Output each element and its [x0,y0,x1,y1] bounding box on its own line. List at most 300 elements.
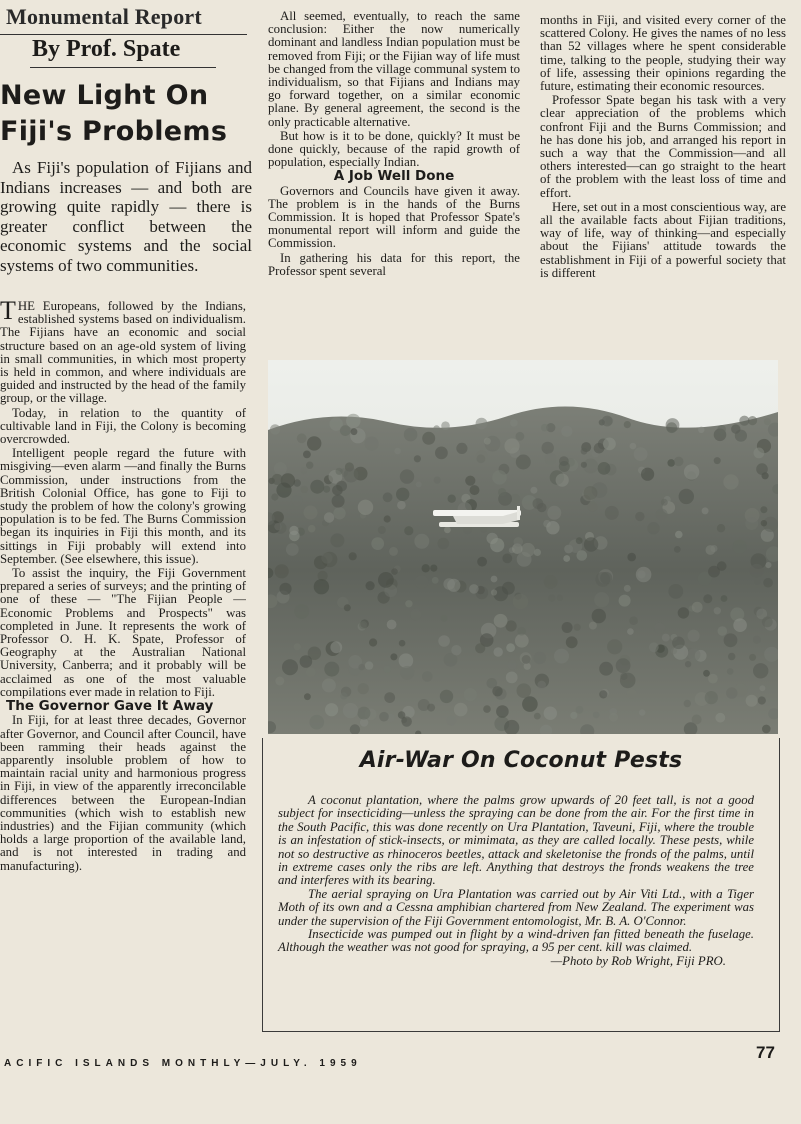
palm-crown [521,543,535,557]
palm-crown [668,584,683,599]
palm-crown [679,489,694,504]
page-number: 77 [756,1043,775,1062]
palm-crown [641,468,654,481]
palm-crown [576,706,584,714]
palm-crown [415,575,428,588]
palm-crown [340,425,351,436]
palm-crown [672,637,685,650]
palm-crown [384,692,395,703]
palm-crown [301,467,308,474]
palm-crown [684,700,691,707]
palm-crown [390,653,397,660]
palm-crown [576,537,583,544]
palm-crown [301,486,309,494]
palm-crown [733,540,747,554]
palm-crown [602,416,613,427]
column-2-paragraph: All seemed, eventually, to reach the same conclusion: Either the now numerically dominant and landless Indian population must be removed from Fiji; or the Fijian way of life must be changed from the village communal system to individualism, so that Fijians and Indians may go forward together, on a similar economic plane. By general agreement, the second is the only practicable alternative. [268,10,520,129]
palm-crown [330,533,344,547]
palm-crown [465,476,475,486]
palm-crown [705,691,718,704]
palm-crown [384,515,391,522]
palm-crown [477,557,487,567]
palm-crown [715,713,725,723]
palm-crown [330,641,342,653]
palm-crown [448,495,456,503]
palm-crown [607,639,622,654]
palm-crown [307,436,321,450]
palm-crown [636,567,652,583]
palm-crown [270,424,280,434]
column-1-paragraph: Intelligent people regard the future with misgiving—even alarm —and finally the Burns Commission, under instructions from the British Colonial Office, has gone to Fiji to study the problem of how the colony's growing population is to be fed. The Burns Commission began its inquiries in Fiji this month, and its sittings in Fiji probably will extend into September. (See elsewhere, this issue). [0,446,246,566]
palm-crown [306,462,313,469]
palm-crown [624,421,631,428]
byline-rule [30,67,216,68]
palm-crown [605,506,619,520]
palm-crown [396,488,409,501]
palm-crown [333,507,345,519]
palm-crown [516,432,525,441]
palm-crown [517,683,532,698]
palm-crown [416,482,422,488]
palm-crown [346,414,360,428]
palm-crown [723,474,738,489]
palm-crown [629,616,638,625]
column-3-paragraph: Here, set out in a most conscientious way, are all the available facts about Fijian traditions, way of life, way of thinking—and especially about the Fijians' attitude towards the establishment in Fiji of a powerful society that is different [540,199,786,280]
palm-crown [344,468,359,483]
palm-crown [616,658,631,673]
photo-caption [278,794,754,968]
palm-crown [357,707,370,720]
palm-crown [389,547,398,556]
palm-crown [325,703,338,716]
palm-crown [746,695,758,707]
palm-crown [759,685,765,691]
column-1-paragraph-text: HE Europeans, followed by the Indians, established systems based on individualism. The Fijians have an economic and social structure based on an age-old system of living in small communities, in which most property is held in common, and where individuals are guided and instructed by the head of the family group, or the village. [0,300,246,406]
palm-crown [358,683,369,694]
palm-crown [475,643,485,653]
palm-crown [688,630,700,642]
palm-crown [422,564,430,572]
column-1 [0,300,246,1046]
palm-crown [379,712,389,722]
palm-crown [447,579,460,592]
palm-crown [513,594,529,610]
palm-crown [533,498,544,509]
palm-crown [561,426,572,437]
palm-crown [441,615,448,622]
column-3 [540,14,786,352]
palm-crown [303,451,311,459]
palm-crown [547,506,561,520]
column-2-paragraph: Governors and Councils have given it away. The problem is in the hands of the Burns Commission. It is hoped that Professor Spate's monumental report will inform and guide the Commission. [268,183,520,251]
palm-crown [300,655,313,668]
palm-crown [735,430,747,442]
caption-paragraph: A coconut plantation, where the palms grow upwards of 20 feet tall, is not a good subject for insecticiding—unless the spraying can be done from the air. For the first time in the South Pacific, this was done recently on Ura Plantation, Taveuni, Fiji, where the trouble is an infestation of stick-insects, or mimimata, as they are called locally. These pests, while not so destructive as rhinoceros beetles, attack and skeletonise the fronds of the palms, until in extreme cases only the ribs are left. Anything that destroys the fronds weakens the tree and interferes with its bearing. [278,793,754,888]
palm-crown [422,432,435,445]
palm-crown [383,492,393,502]
palm-crown [726,687,737,698]
palm-crown [654,623,665,634]
palm-crown [674,546,681,553]
palm-crown [515,634,529,648]
palm-crown [405,600,412,607]
palm-crown [727,668,734,675]
palm-crown [433,425,440,432]
palm-crown [292,495,303,506]
palm-crown [378,572,394,588]
palm-crown [494,647,503,656]
palm-crown [739,416,749,426]
palm-crown [440,690,453,703]
palm-crown [544,707,557,720]
palm-crown [414,455,421,462]
palm-crown [745,517,758,530]
palm-crown [371,537,384,550]
palm-crown [343,703,358,718]
photo-graphic [268,360,778,734]
palm-crown [587,501,597,511]
palm-crown [399,640,406,647]
column-1-paragraph: To assist the inquiry, the Fiji Government prepared a series of surveys; and the printing of one of these — "The Fijian People — Economic Problems and Prospects" was completed in June. It represents the work of Professor O. H. K. Spate, Professor of Geography at the Australian National University, Canberra; and it probably will be acclaimed as one of the most valuable compilations ever made in relation to Fiji. [0,566,246,699]
palm-crown [336,481,347,492]
palm-crown [502,582,515,595]
palm-crown [391,568,398,575]
palm-crown [441,421,450,430]
palm-crown [598,462,611,475]
palm-crown [728,653,735,660]
palm-crown [378,526,386,534]
palm-crown [399,653,414,668]
palm-crown [548,595,555,602]
palm-crown [574,624,581,631]
palm-crown [427,704,435,712]
intro-text: As Fiji's population of Fijians and Indians increases — and both are growing quite rapidly — there is greater conflict between the economic systems and the social systems of two communities. [0,158,252,275]
palm-crown [530,487,537,494]
palm-crown [469,584,479,594]
palm-crown [639,709,645,715]
palm-crown [383,665,391,673]
photo-credit: —Photo by Rob Wright, Fiji PRO. [550,953,726,968]
palm-crown [332,495,345,508]
palm-crown [434,477,441,484]
palm-crown [271,493,278,500]
column-2-paragraph: In gathering his data for this report, the Professor spent several [268,250,520,278]
drop-cap: T [0,300,16,325]
palm-crown [537,681,546,690]
palm-crown [703,594,712,603]
palm-crown [764,418,771,425]
palm-crown [324,662,339,677]
palm-crown [666,418,680,432]
palm-crown [708,674,718,684]
palm-crown [297,433,307,443]
palm-crown [674,457,684,467]
palm-crown [546,521,559,534]
palm-crown [599,690,607,698]
headline-line-1: New Light On [0,80,209,111]
palm-crown [593,712,600,719]
palm-crown [358,500,373,515]
palm-crown [470,485,480,495]
palm-crown [545,453,557,465]
palm-crown [400,469,414,483]
palm-crown [438,635,450,647]
footer-masthead: ACIFIC ISLANDS MONTHLY—JULY. 1959 [4,1058,362,1069]
palm-crown [496,705,509,718]
column-3-paragraph: Professor Spate began his task with a very clear appreciation of the problems which confront Fiji and the Burns Commission; and he has done his job, and arranged his report in such a way that the Commission—and all others interested—can go straight to the heart of the problem with the least loss of time and effort. [540,93,786,200]
palm-crown [286,543,299,556]
palm-crown [308,525,316,533]
palm-crown [762,725,771,734]
palm-crown [477,454,486,463]
palm-crown [484,438,491,445]
palm-crown [675,531,683,539]
palm-crown [492,470,507,485]
palm-crown [456,443,467,454]
palm-crown [762,617,773,628]
palm-crown [400,666,414,680]
palm-crown [304,693,311,700]
palm-crown [275,677,284,686]
palm-crown [647,522,659,534]
palm-crown [306,667,316,677]
palm-crown [366,581,375,590]
palm-crown [430,565,437,572]
palm-crown [365,661,373,669]
palm-crown [554,649,569,664]
column-3-paragraph: months in Fiji, and visited every corner of the scattered Colony. He gives the names of no less than 52 villages where he spent considerable time, talking to the people, studying their way of life, assessing their opinions regarding the future, estimating their economic resources. [540,14,786,94]
palm-crown [322,678,336,692]
palm-crown [577,550,588,561]
palm-crown [570,712,577,719]
column-1-paragraph: In Fiji, for at least three decades, Governor after Governor, and Council after Council, have been ramming their heads against the apparently insoluble problem of how to maintain racial unity and harmonious progress in Fiji, in view of the apparently irreconcilable differences between the European-Indian communities (which wish to establish new industries) and the Fijian community (which holds a large proportion of the available land, and is not interested in trading and manufacturing). [0,713,246,873]
palm-crown [394,448,401,455]
palm-crown [754,448,765,459]
palm-crown [600,572,612,584]
palm-crown [508,661,517,670]
palm-crown [510,419,518,427]
palm-crown [761,520,767,526]
palm-crown [344,604,351,611]
palm-crown [544,575,558,589]
headline-line-2: Fiji's Problems [0,116,228,147]
palm-crown [635,512,644,521]
palm-crown [671,648,677,654]
palm-crown [703,670,710,677]
palm-crown [410,609,421,620]
palm-crown [404,428,418,442]
palm-crown [310,715,325,730]
column-1-paragraph [0,300,246,406]
palm-crown [414,534,429,549]
palm-crown [708,566,720,578]
coconut-plantation-photo [268,360,778,734]
palm-crown [404,526,413,535]
subheading-job-well-done: A Job Well Done [333,168,455,185]
palm-crown [753,636,761,644]
palm-crown [387,620,397,630]
palm-crown [502,554,512,564]
palm-crown [522,655,531,664]
palm-crown [724,633,738,647]
palm-crown [444,527,451,534]
kicker-rule [0,34,247,35]
palm-crown [435,447,448,460]
palm-crown [692,715,702,725]
palm-crown [351,428,358,435]
palm-crown [358,664,364,670]
palm-crown [272,474,283,485]
palm-crown [678,607,689,618]
palm-crown [692,602,703,613]
palm-crown [274,462,287,475]
palm-crown [750,564,764,578]
palm-crown [649,642,659,652]
palm-crown [717,425,726,434]
palm-crown [562,622,573,633]
palm-crown [304,506,318,520]
palm-crown [451,645,461,655]
palm-crown [627,628,634,635]
palm-crown [294,643,301,650]
palm-crown [514,537,524,547]
palm-crown [398,711,406,719]
palm-crown [483,705,491,713]
palm-crown [494,614,508,628]
palm-crown [432,577,439,584]
palm-crown [624,585,631,592]
palm-crown [476,418,488,430]
palm-crown [656,509,668,521]
palm-crown [275,564,289,578]
byline: By Prof. Spate [32,36,181,62]
palm-crown [765,562,771,568]
palm-crown [504,438,519,453]
palm-crown [491,589,497,595]
section-kicker: Monumental Report [6,4,202,29]
palm-crown [563,555,570,562]
palm-crown [627,689,637,699]
palm-crown [506,672,518,684]
palm-crown [365,437,379,451]
palm-crown [541,424,549,432]
palm-crown [603,438,616,451]
palm-crown [589,622,597,630]
palm-crown [534,713,541,720]
palm-crown [592,609,606,623]
palm-crown [718,626,728,636]
palm-crown [274,523,281,530]
palm-crown [685,661,691,667]
palm-crown [279,583,291,595]
palm-crown [454,703,468,717]
palm-crown [282,659,298,675]
palm-crown [717,524,725,532]
palm-crown [557,595,563,601]
palm-crown [609,713,618,722]
palm-crown [754,578,760,584]
palm-crown [584,537,598,551]
palm-crown [662,634,670,642]
palm-crown [281,473,295,487]
palm-crown [349,552,357,560]
palm-crown [559,456,569,466]
palm-crown [710,545,717,552]
palm-crown [490,538,504,552]
palm-crown [581,462,587,468]
palm-crown [289,526,298,535]
caption-paragraph: Insecticide was pumped out in flight by a wind-driven fan fitted beneath the fuselage. Although the weather was not good for spraying, a 95 per cent. kill was claimed. [278,927,754,955]
palm-crown [661,499,668,506]
subheading-governor: The Governor Gave It Away [6,698,214,715]
palm-crown [630,443,637,450]
palm-crown [522,696,538,712]
palm-crown [324,512,334,522]
palm-crown [491,576,498,583]
palm-crown [369,638,377,646]
photo-title: Air-War On Coconut Pests [359,748,683,773]
palm-crown [323,486,330,493]
palm-crown [321,553,332,564]
palm-crown [702,507,709,514]
palm-crown [336,468,343,475]
column-2-paragraph: But how is it to be done, quickly? It must be done quickly, because of the rapid growth of population, especially Indian. [268,128,520,170]
palm-crown [556,474,569,487]
palm-crown [763,578,773,588]
palm-crown [721,595,728,602]
palm-crown [581,448,588,455]
column-2 [268,10,520,350]
palm-crown [594,592,609,607]
palm-crown [753,663,768,678]
palm-crown [359,621,367,629]
palm-crown [733,618,747,632]
palm-crown [438,538,450,550]
palm-crown [310,480,324,494]
palm-crown [464,688,477,701]
palm-crown [340,692,347,699]
palm-crown [749,654,756,661]
palm-crown [756,463,768,475]
palm-crown [619,595,631,607]
palm-crown [506,643,515,652]
palm-crown [620,673,627,680]
palm-crown [684,464,699,479]
palm-crown [422,671,433,682]
caption-paragraph: The aerial spraying on Ura Plantation was carried out by Air Viti Ltd., with a Tiger Moth of its own and a Cessna amphibian chartered from New Zealand. The experiment was under the supervision of the Fiji Government entomologist, Mr. B. A. O'Connor. [278,886,754,928]
palm-crown [760,506,767,513]
palm-crown [542,442,554,454]
palm-crown [314,579,329,594]
palm-crown [584,486,598,500]
palm-crown [667,459,675,467]
palm-crown [566,636,578,648]
intro-paragraph [0,158,252,275]
palm-crown [758,696,766,704]
palm-crown [534,652,547,665]
palm-crown [634,447,648,461]
palm-crown [594,443,605,454]
palm-crown [492,686,502,696]
palm-crown [599,662,613,676]
palm-crown [698,427,704,433]
article-headline [0,78,256,150]
palm-crown [446,716,456,726]
column-1-paragraph: Today, in relation to the quantity of cultivable land in Fiji, the Colony is becoming overcrowded. [0,405,246,447]
palm-crown [714,607,721,614]
palm-crown [294,604,309,619]
palm-crown [498,488,506,496]
